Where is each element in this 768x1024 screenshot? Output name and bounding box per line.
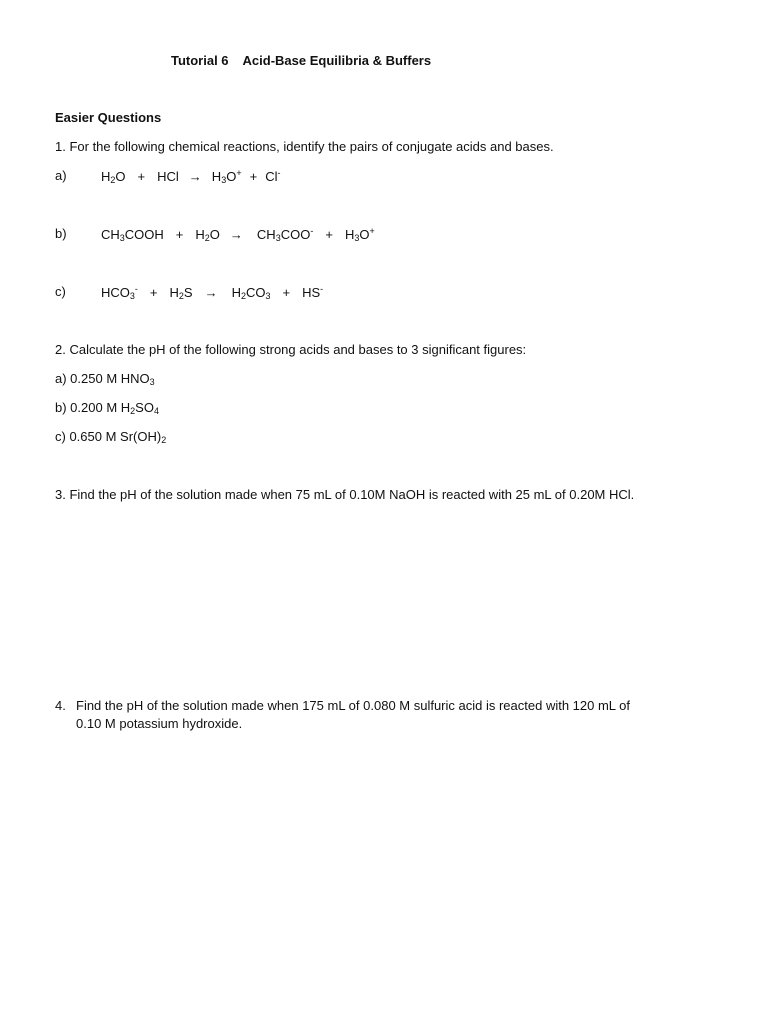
page-title: [171, 53, 431, 68]
product: H3O+: [211, 168, 242, 185]
reactant: CH3COOH: [101, 227, 164, 243]
title-part1: Tutorial 6: [171, 53, 229, 68]
arrow-icon: →: [188, 169, 202, 184]
reaction-b-label: b): [55, 226, 67, 241]
reaction-a: H2O + HCl → H3O+ + Cl-: [101, 168, 281, 185]
question-4-line2: 0.10 M potassium hydroxide.: [76, 716, 243, 731]
reactant: H2O: [101, 169, 126, 185]
product: H3O+: [344, 226, 375, 243]
reaction-a-label: a): [55, 168, 67, 183]
arrow-icon: →: [204, 285, 218, 300]
arrow-icon: →: [229, 227, 243, 242]
reaction-b: CH3COOH + H2O → CH3COO- + H3O+: [101, 226, 375, 243]
product: HS-: [302, 284, 324, 300]
question-3: 3. Find the pH of the solution made when 75 mL of 0.10M NaOH is reacted with 25 mL of 0.20M HCl.: [55, 487, 635, 502]
title-part2: Acid-Base Equilibria & Buffers: [242, 53, 432, 68]
reactant: HCl: [157, 169, 179, 184]
product: H2CO3: [231, 285, 271, 301]
question-2: 2. Calculate the pH of the following strong acids and bases to 3 significant figures:: [55, 342, 527, 357]
reactant: H2S: [169, 285, 193, 301]
reaction-c: HCO3- + H2S → H2CO3 + HS-: [101, 284, 324, 301]
question-4: [55, 697, 695, 733]
question-4-number: 4.: [55, 698, 66, 713]
question-2-b: b) 0.200 M $H_2SO_4$: [55, 400, 159, 416]
question-1: 1. For the following chemical reactions, identify the pairs of conjugate acids and bases.: [55, 139, 554, 154]
product: CH3COO-: [256, 226, 314, 243]
reactant: H2O: [195, 227, 220, 243]
reactant: HCO3-: [101, 284, 138, 301]
question-2-c: c) 0.650 M $Sr(OH)_2$: [55, 429, 167, 445]
reaction-c-label: c): [55, 284, 66, 299]
question-2-a: a) 0.250 M $HNO_3$: [55, 371, 155, 387]
product: Cl-: [265, 168, 281, 184]
section-heading: Easier Questions: [55, 110, 162, 125]
question-4-line1: Find the pH of the solution made when 175 mL of 0.080 M sulfuric acid is reacted with 120 mL of: [76, 698, 631, 713]
